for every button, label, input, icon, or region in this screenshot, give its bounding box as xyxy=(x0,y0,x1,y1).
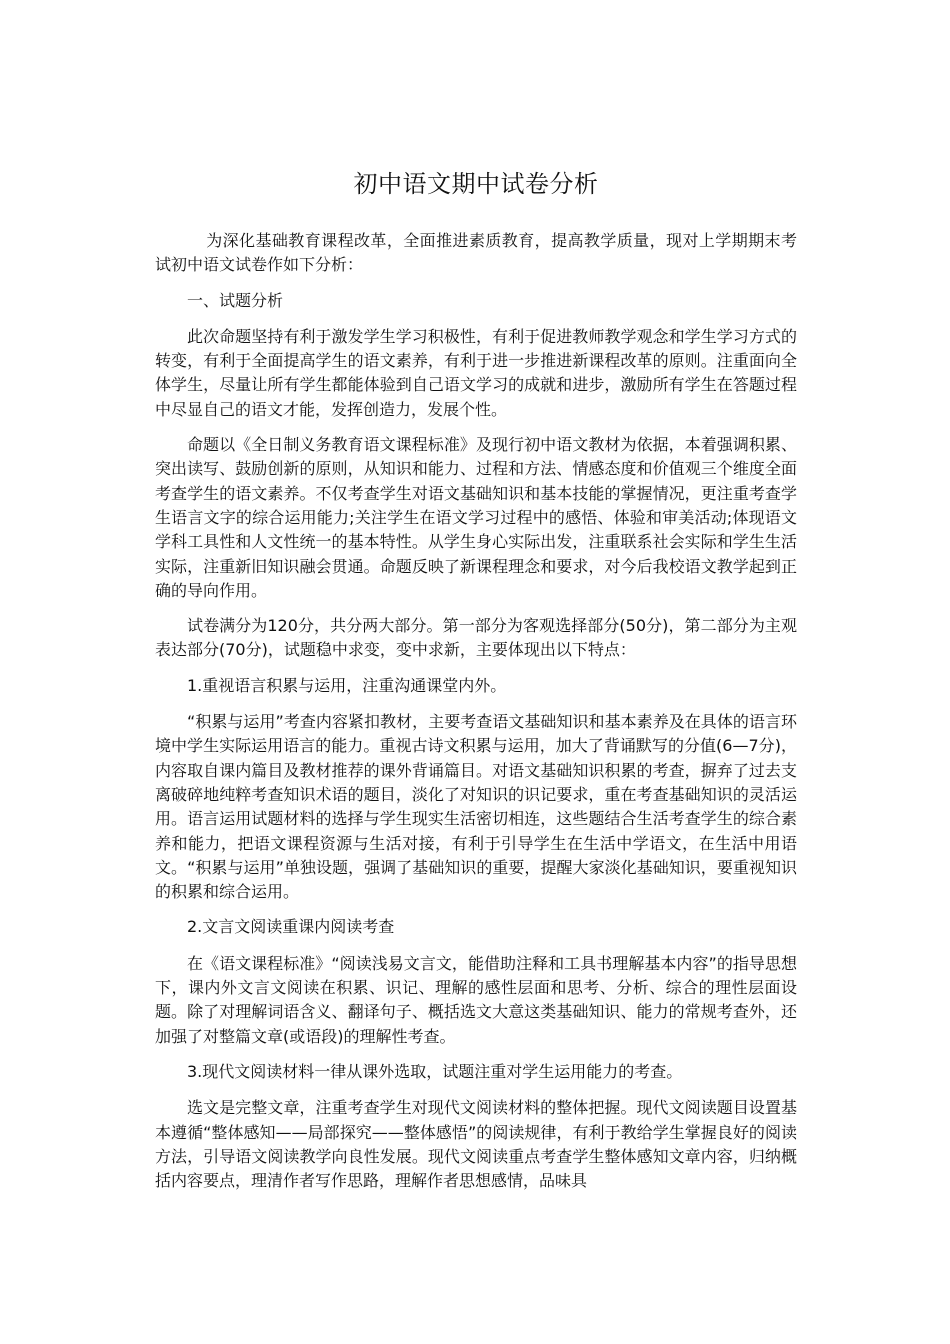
section-heading-question-analysis: 一、试题分析 xyxy=(187,290,284,310)
document-title: 初中语文期中试卷分析 xyxy=(353,170,599,198)
point-body-1: “积累与运用”考查内容紧扣教材，主要考查语文基础知识和基本素养及在具体的语言环境中学生实际运用语言的能力。重视古诗文积累与运用，加大了背诵默写的分值(6—7分)，内容取自课内篇目及教材推荐的课外背诵篇目。对语文基础知识积累的考查，摒弃了过去支离破碎地纯粹考查知识术语的题目，淡化了对知识的识记要求，重在考查基础知识的灵活运用。语言运用试题材料的选择与学生现实生活密切相连，这些题结合生活考查学生的综合素养和能力，把语文课程资源与生活对接，有利于引导学生在生活中学语文，在生活中用语文。“积累与运用”单独设题，强调了基础知识的重要，提醒大家淡化基础知识，要重视知识的积累和综合运用。 xyxy=(155,712,797,902)
point-body-3: 选文是完整文章，注重考查学生对现代文阅读材料的整体把握。现代文阅读题目设置基本遵循“整体感知——局部探究——整体感悟”的阅读规律，有利于教给学生掌握良好的阅读方法，引导语文阅读教学向良性发展。现代文阅读重点考查学生整体感知文章内容，归纳概括内容要点，理清作者写作思路，理解作者思想感情，品味具 xyxy=(155,1098,797,1191)
point-body-2: 在《语文课程标准》“阅读浅易文言文，能借助注释和工具书理解基本内容”的指导思想下，课内外文言文阅读在积累、识记、理解的感性层面和思考、分析、综合的理性层面设题。除了对理解词语含义、翻译句子、概括选文大意这类基础知识、能力的常规考查外，还加强了对整篇文章(或语段)的理解性考查。 xyxy=(155,953,797,1046)
point-heading-2: 2.文言文阅读重课内阅读考查 xyxy=(187,917,395,937)
intro-paragraph: 为深化基础教育课程改革，全面推进素质教育，提高教学质量，现对上学期期末考试初中语文试卷作如下分析： xyxy=(155,231,797,275)
point-heading-1: 1.重视语言积累与运用，注重沟通课堂内外。 xyxy=(187,675,507,695)
paragraph-structure: 试卷满分为120分，共分两大部分。第一部分为客观选择部分(50分)，第二部分为主观表达部分(70分)，试题稳中求变，变中求新，主要体现出以下特点： xyxy=(155,616,797,660)
paragraph-principles: 此次命题坚持有利于激发学生学习积极性，有利于促进教师教学观念和学生学习方式的转变，有利于全面提高学生的语文素养，有利于进一步推进新课程改革的原则。注重面向全体学生，尽量让所有学生都能体验到自己语文学习的成就和进步，激励所有学生在答题过程中尽显自己的语文才能，发挥创造力，发展个性。 xyxy=(155,326,797,419)
point-heading-3: 3.现代文阅读材料一律从课外选取，试题注重对学生运用能力的考查。 xyxy=(187,1061,683,1081)
paragraph-basis: 命题以《全日制义务教育语文课程标准》及现行初中语文教材为依据，本着强调积累、突出读写、鼓励创新的原则，从知识和能力、过程和方法、情感态度和价值观三个维度全面考查学生的语文素养。不仅考查学生对语文基础知识和基本技能的掌握情况，更注重考查学生语言文字的综合运用能力;关注学生在语文学习过程中的感悟、体验和审美活动;体现语文学科工具性和人文性统一的基本特性。从学生身心实际出发，注重联系社会实际和学生生活实际，注重新旧知识融会贯通。命题反映了新课程理念和要求，对今后我校语文教学起到正确的导向作用。 xyxy=(155,435,797,600)
document-page xyxy=(155,150,797,1204)
